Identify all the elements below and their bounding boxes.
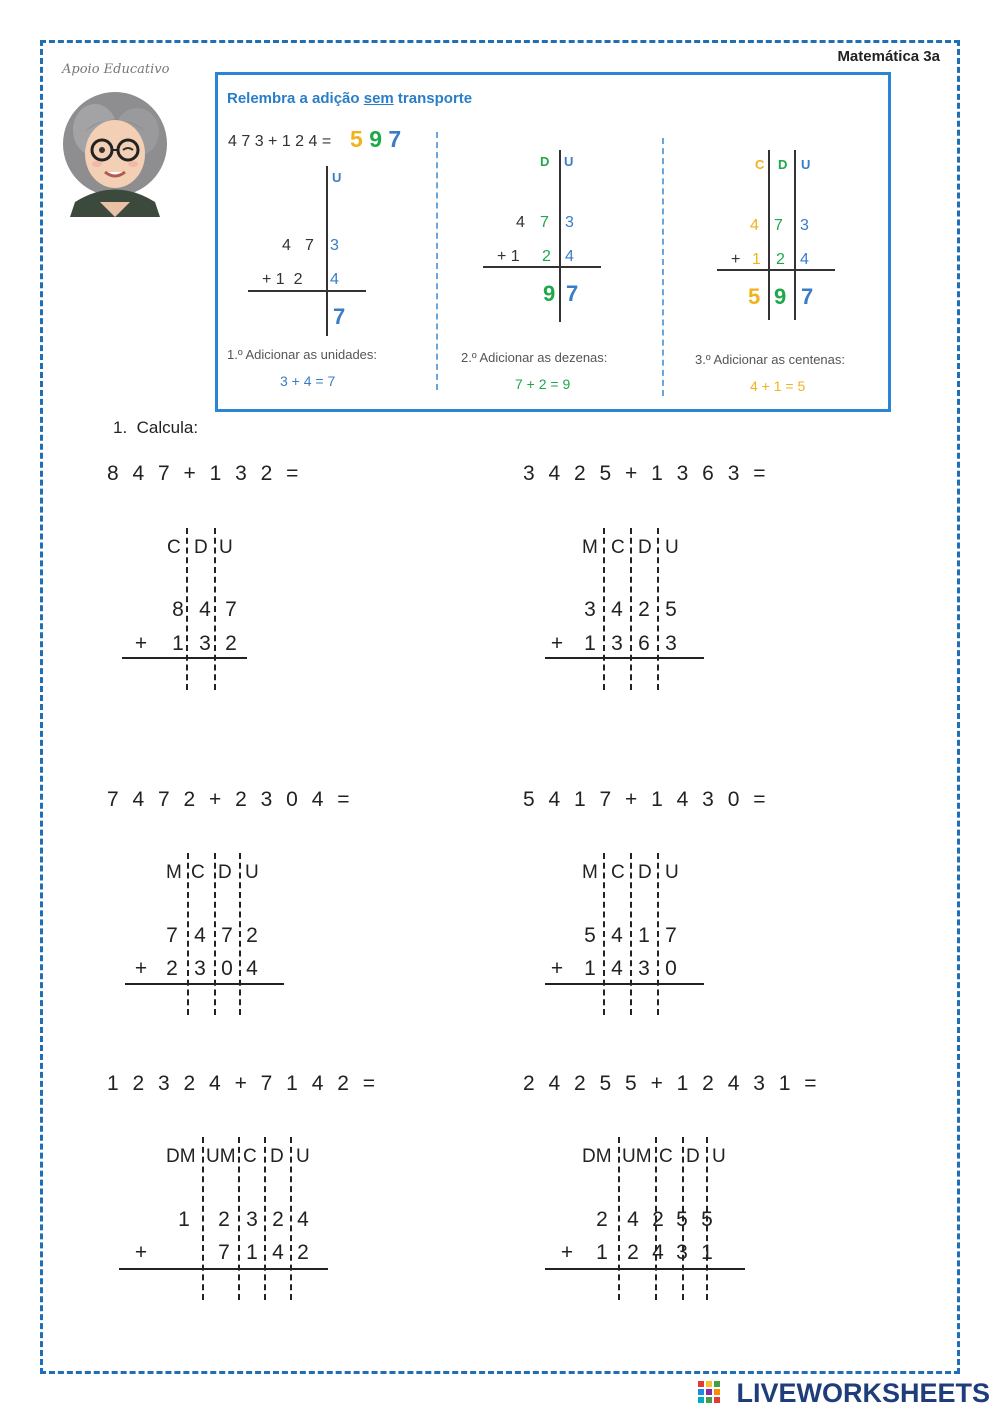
p2-top-7: 7 [540, 214, 549, 231]
problem-6-top-digit: 4 [627, 1208, 639, 1231]
problem-4-top-digit: 5 [584, 924, 596, 947]
p3-result-9: 9 [774, 284, 787, 309]
problem-1-top-digit: 8 [172, 598, 184, 621]
problem-4-col-label: U [665, 862, 679, 883]
problem-4-col-label: D [638, 862, 652, 883]
problem-5-sum-line [119, 1268, 328, 1270]
p3-bottom-2: 2 [776, 251, 785, 268]
problem-4-col-label: M [582, 862, 598, 883]
p2-top-4: 4 [516, 214, 525, 231]
problem-6-top-digit: 2 [596, 1208, 608, 1231]
problem-5-bottom-digit: 4 [272, 1241, 284, 1264]
problem-1-column-divider [214, 528, 216, 690]
problem-2-bottom-digit: 3 [665, 632, 677, 655]
problem-6-column-divider [618, 1137, 620, 1300]
problem-5-bottom-digit: 7 [218, 1241, 230, 1264]
problem-1-col-label: U [219, 537, 233, 558]
problem-5-bottom-digit: 1 [246, 1241, 258, 1264]
problem-5-column-divider [238, 1137, 240, 1300]
problem-6-sum-line [545, 1268, 745, 1270]
problem-3-bottom-digit: 0 [221, 957, 233, 980]
problem-5-col-label: U [296, 1146, 310, 1167]
problem-2-bottom-digit: 1 [584, 632, 596, 655]
problem-3-sum-line [125, 983, 284, 985]
p1-sum-line [248, 290, 366, 292]
problem-4-top-digit: 7 [665, 924, 677, 947]
problem-5-col-label: DM [166, 1146, 196, 1167]
problem-4-bottom-digit: 1 [584, 957, 596, 980]
problem-2-plus: + [550, 632, 564, 655]
reminder-separator-1 [436, 132, 438, 390]
problem-1-top-digit: 4 [199, 598, 211, 621]
problem-3-column-divider [187, 853, 189, 1015]
problem-3-bottom-digit: 3 [194, 957, 206, 980]
problem-3-equation: 7 4 7 2 + 2 3 0 4 = [107, 788, 354, 811]
problem-4-top-digit: 1 [638, 924, 650, 947]
problem-1-plus: + [134, 632, 148, 655]
p3-sum-line [717, 269, 835, 271]
problem-4-equation: 5 4 1 7 + 1 4 3 0 = [523, 788, 770, 811]
problem-2-equation: 3 4 2 5 + 1 3 6 3 = [523, 462, 770, 485]
teacher-avatar [55, 82, 175, 217]
problem-6-column-divider [655, 1137, 657, 1300]
p1-bottom: + 1 2 [262, 271, 303, 288]
p1-top-3: 3 [330, 237, 339, 254]
p2-column-line [559, 150, 561, 322]
p3-bottom-4: 4 [800, 251, 809, 268]
problem-3-top-digit: 2 [246, 924, 258, 947]
problem-2-column-divider [657, 528, 659, 690]
step3-calc: 4 + 1 = 5 [750, 378, 806, 394]
p3-result-7: 7 [801, 284, 814, 309]
problem-3-column-divider [214, 853, 216, 1015]
p3-label-c: C [755, 157, 765, 172]
problem-5-plus: + [134, 1241, 148, 1264]
step1-calc: 3 + 4 = 7 [280, 373, 336, 389]
problem-5-top-digit: 3 [246, 1208, 258, 1231]
subject-title: Matemática 3a [837, 48, 940, 65]
liveworksheets-logo [698, 1381, 720, 1407]
footer-brand: LIVEWORKSHEETS [736, 1378, 990, 1408]
step1-title: 1.º Adicionar as unidades: [227, 347, 378, 362]
p2-result-9: 9 [543, 281, 556, 306]
problem-3-top-digit: 7 [221, 924, 233, 947]
problem-6-col-label: DM [582, 1146, 612, 1167]
reminder-equation: 4 7 3 + 1 2 4 = [228, 133, 332, 150]
problem-1-bottom-digit: 1 [172, 632, 184, 655]
problem-6-column-divider [706, 1137, 708, 1300]
p3-top-4: 4 [750, 217, 759, 234]
problem-3-col-label: M [166, 862, 182, 883]
problem-3-col-label: D [218, 862, 232, 883]
reminder-title: Relembra a adição sem transporte [227, 90, 473, 107]
problem-4-bottom-digit: 3 [638, 957, 650, 980]
p2-label-u: U [564, 154, 574, 169]
problem-6-plus: + [560, 1241, 574, 1264]
p1-label-u: U [332, 170, 342, 185]
problem-5-column-divider [202, 1137, 204, 1300]
step3-title: 3.º Adicionar as centenas: [695, 352, 846, 367]
problem-1-col-label: D [194, 537, 208, 558]
problem-3-col-label: C [191, 862, 205, 883]
problem-1-column-divider [186, 528, 188, 690]
p1-top-7: 7 [305, 237, 314, 254]
problem-6-col-label: U [712, 1146, 726, 1167]
reminder-separator-2 [662, 138, 664, 396]
problem-6-equation: 2 4 2 5 5 + 1 2 4 3 1 = [523, 1072, 821, 1095]
p2-result-7: 7 [566, 281, 579, 306]
problem-3-bottom-digit: 4 [246, 957, 258, 980]
p2-sum-line [483, 266, 601, 268]
p3-top-3: 3 [800, 217, 809, 234]
step2-title: 2.º Adicionar as dezenas: [461, 350, 608, 365]
problem-1-top-digit: 7 [225, 598, 237, 621]
problem-4-plus: + [550, 957, 564, 980]
problem-3-col-label: U [245, 862, 259, 883]
problem-2-column-divider [603, 528, 605, 690]
p2-bottom-2: 2 [542, 248, 551, 265]
problem-4-bottom-digit: 0 [665, 957, 677, 980]
p3-plus: + [731, 251, 741, 268]
problem-2-bottom-digit: 3 [611, 632, 623, 655]
problem-1-equation: 8 4 7 + 1 3 2 = [107, 462, 303, 485]
problem-6-column-divider [682, 1137, 684, 1300]
problem-6-bottom-digit: 2 [627, 1241, 639, 1264]
problem-1-col-label: C [167, 537, 181, 558]
problem-6-top-digit: 2 [652, 1208, 664, 1231]
problem-3-top-digit: 7 [166, 924, 178, 947]
problem-6-col-label: C [659, 1146, 673, 1167]
problem-4-sum-line [545, 983, 704, 985]
problem-5-top-digit: 1 [178, 1208, 190, 1231]
problem-4-column-divider [630, 853, 632, 1015]
problem-5-col-label: UM [206, 1146, 236, 1167]
problem-6-bottom-digit: 1 [596, 1241, 608, 1264]
p3-column-line-1 [768, 150, 770, 320]
problem-6-bottom-digit: 4 [652, 1241, 664, 1264]
p2-bottom: + 1 [497, 248, 520, 265]
p3-top-7: 7 [774, 217, 783, 234]
problem-4-column-divider [657, 853, 659, 1015]
p1-result-7: 7 [333, 304, 346, 329]
p2-top-3: 3 [565, 214, 574, 231]
problem-5-top-digit: 2 [272, 1208, 284, 1231]
p1-column-line [326, 166, 328, 336]
step2-calc: 7 + 2 = 9 [515, 376, 571, 392]
p3-label-d: D [778, 157, 788, 172]
problem-5-column-divider [290, 1137, 292, 1300]
problem-2-bottom-digit: 6 [638, 632, 650, 655]
problem-2-col-label: D [638, 537, 652, 558]
problem-6-top-digit: 5 [676, 1208, 688, 1231]
problem-5-bottom-digit: 2 [297, 1241, 309, 1264]
p3-column-line-2 [794, 150, 796, 320]
p3-bottom-1: 1 [752, 251, 761, 268]
problem-6-col-label: UM [622, 1146, 652, 1167]
problem-2-top-digit: 3 [584, 598, 596, 621]
problem-3-plus: + [134, 957, 148, 980]
problem-5-top-digit: 4 [297, 1208, 309, 1231]
problem-1-bottom-digit: 2 [225, 632, 237, 655]
problem-6-bottom-digit: 3 [676, 1241, 688, 1264]
problem-3-bottom-digit: 2 [166, 957, 178, 980]
problem-5-top-digit: 2 [218, 1208, 230, 1231]
problem-5-equation: 1 2 3 2 4 + 7 1 4 2 = [107, 1072, 379, 1095]
problem-3-top-digit: 4 [194, 924, 206, 947]
brand-signature: Apoio Educativo [62, 62, 170, 77]
p2-label-d: D [540, 154, 550, 169]
p2-bottom-4: 4 [565, 248, 574, 265]
exercise-heading: 1. Calcula: [113, 418, 199, 437]
problem-2-col-label: U [665, 537, 679, 558]
problem-2-col-label: M [582, 537, 598, 558]
problem-6-bottom-digit: 1 [701, 1241, 713, 1264]
problem-4-bottom-digit: 4 [611, 957, 623, 980]
problem-2-column-divider [630, 528, 632, 690]
problem-4-col-label: C [611, 862, 625, 883]
reminder-result: 5 9 7 [350, 126, 402, 152]
problem-5-col-label: C [243, 1146, 257, 1167]
problem-5-col-label: D [270, 1146, 284, 1167]
p3-label-u: U [801, 157, 811, 172]
problem-3-column-divider [239, 853, 241, 1015]
problem-6-col-label: D [686, 1146, 700, 1167]
problem-2-top-digit: 5 [665, 598, 677, 621]
p3-result-5: 5 [748, 284, 761, 309]
problem-4-column-divider [603, 853, 605, 1015]
p1-top-4: 4 [282, 237, 291, 254]
problem-2-top-digit: 4 [611, 598, 623, 621]
problem-4-top-digit: 4 [611, 924, 623, 947]
problem-6-top-digit: 5 [701, 1208, 713, 1231]
problem-2-top-digit: 2 [638, 598, 650, 621]
p1-bottom-4: 4 [330, 271, 339, 288]
problem-2-col-label: C [611, 537, 625, 558]
problem-2-sum-line [545, 657, 704, 659]
problem-1-sum-line [122, 657, 247, 659]
problem-5-column-divider [264, 1137, 266, 1300]
problem-1-bottom-digit: 3 [199, 632, 211, 655]
